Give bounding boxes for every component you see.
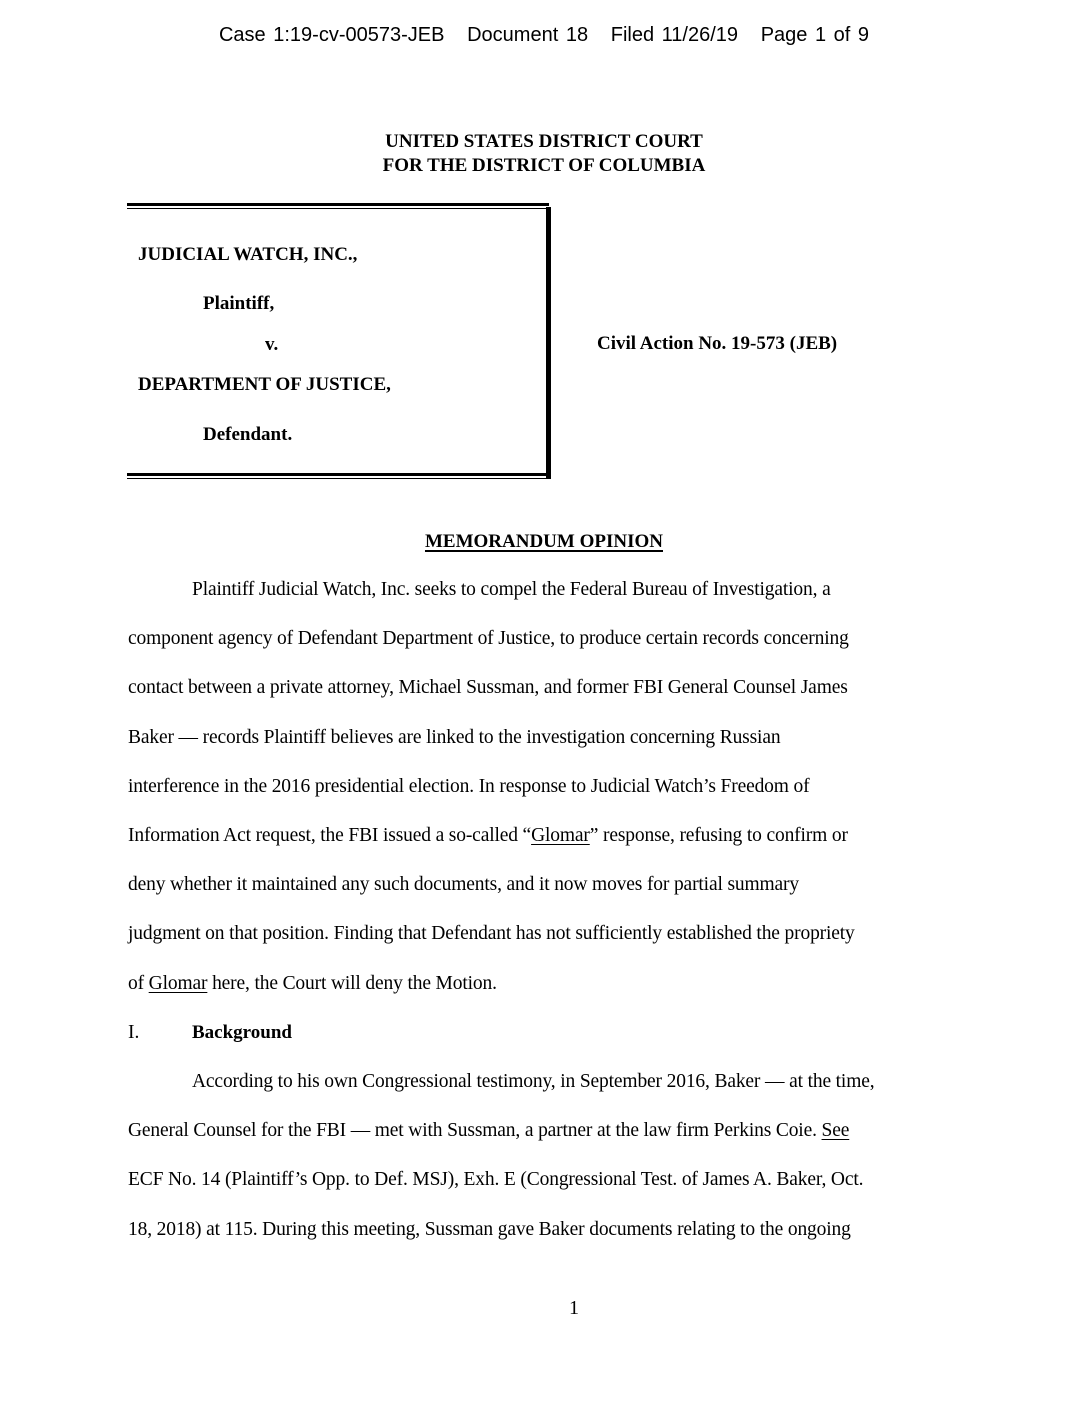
background-line	[192, 1071, 874, 1093]
text-run: component agency of Defendant Department of Justice, to produce certain records concerning	[128, 628, 849, 650]
section-title: Background	[192, 1022, 292, 1043]
defendant-name: DEPARTMENT OF JUSTICE,	[138, 374, 391, 395]
intro-line	[128, 973, 497, 995]
intro-line	[128, 677, 848, 699]
filed-date: Filed 11/26/19	[610, 24, 739, 46]
intro-line	[128, 923, 855, 945]
section-number: I.	[128, 1022, 140, 1043]
intro-line	[128, 776, 809, 798]
intro-line	[128, 628, 849, 650]
court-title	[0, 130, 1088, 178]
document-number: Document 18	[467, 24, 589, 46]
text-run: According to his own Congressional testimony, in September 2016, Baker — at the time,	[192, 1071, 875, 1092]
text-run: ” response, refusing to confirm or	[589, 825, 848, 846]
page-number: 1	[569, 1297, 579, 1319]
underlined-term: See	[821, 1120, 850, 1142]
background-line	[128, 1120, 849, 1142]
text-run: interference in the 2016 presidential election. In response to Judicial Watch’s Freedom of	[128, 775, 810, 797]
text-run: judgment on that position. Finding that Defendant has not sufficiently established the propriety	[128, 923, 855, 945]
court-name: UNITED STATES DISTRICT COURT	[385, 131, 703, 152]
text-run: of	[128, 972, 149, 994]
text-run: here, the Court will deny the Motion.	[207, 972, 497, 994]
underlined-term: Glomar	[531, 825, 590, 846]
caption-right-rule	[546, 207, 551, 479]
text-run: Information Act request, the FBI issued a so-called “	[128, 825, 532, 846]
text-run: Baker — records Plaintiff believes are linked to the investigation concerning Russian	[128, 726, 781, 748]
text-run: General Counsel for the FBI — met with Sussman, a partner at the law firm Perkins Coie.	[128, 1120, 822, 1142]
intro-line	[128, 727, 780, 749]
page-count: Page 1 of 9	[760, 24, 870, 46]
text-run: Plaintiff Judicial Watch, Inc. seeks to compel the Federal Bureau of Investigation, a	[192, 579, 831, 600]
plaintiff-role: Plaintiff,	[203, 293, 275, 314]
ecf-header	[0, 24, 1088, 47]
memorandum-title: MEMORANDUM OPINION	[424, 531, 663, 552]
background-line	[128, 1169, 863, 1191]
caption-bottom-rule	[127, 473, 551, 479]
background-line	[128, 1219, 851, 1241]
intro-line	[128, 825, 848, 847]
court-district: FOR THE DISTRICT OF COLUMBIA	[382, 155, 706, 176]
case-number: Case 1:19-cv-00573-JEB	[218, 24, 445, 46]
text-run: deny whether it maintained any such documents, and it now moves for partial summary	[128, 874, 799, 896]
caption-top-rule	[127, 203, 549, 209]
versus: v.	[265, 334, 279, 355]
plaintiff-name: JUDICIAL WATCH, INC.,	[138, 244, 358, 265]
text-run: 18, 2018) at 115. During this meeting, Sussman gave Baker documents relating to the ongoing	[128, 1218, 851, 1240]
defendant-role: Defendant.	[203, 424, 293, 445]
underlined-term: Glomar	[148, 972, 208, 994]
text-run: ECF No. 14 (Plaintiff’s Opp. to Def. MSJ), Exh. E (Congressional Test. of James A. Baker, Oct.	[128, 1169, 864, 1191]
intro-line	[192, 579, 831, 601]
text-run: contact between a private attorney, Michael Sussman, and former FBI General Counsel James	[128, 677, 848, 699]
civil-action-number: Civil Action No. 19-573 (JEB)	[597, 333, 838, 354]
intro-line	[128, 874, 799, 896]
